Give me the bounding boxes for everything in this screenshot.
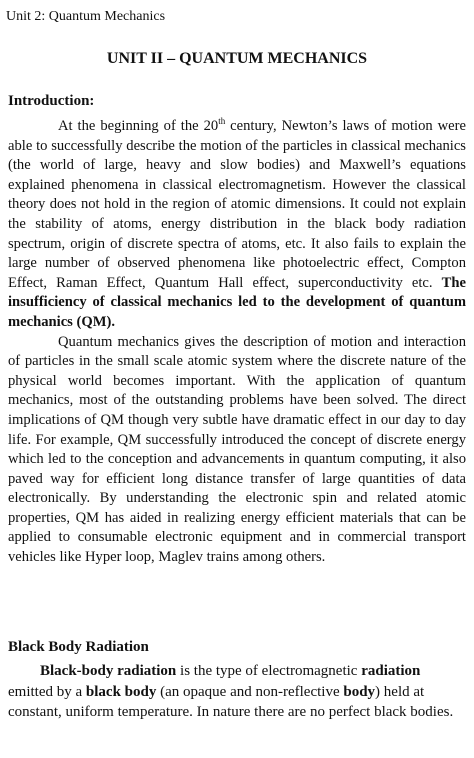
unit-title: UNIT II – QUANTUM MECHANICS	[106, 50, 368, 67]
bb-text-2: emitted by a	[8, 683, 86, 700]
black-body-heading: Black Body Radiation	[8, 639, 149, 655]
ordinal-superscript: th	[218, 116, 226, 127]
introduction-paragraph-2: Quantum mechanics gives the description of motion and interaction of particles in the small scale atomic system where the discrete nature of the physical world becomes important. With the application of quantum mechanics, most of the outstanding problems have been solved. The direct implications of QM though very subtle have dramatic effect in our day to day life. For example, QM successfully introduced the concept of discrete energy which led to the conception and advancements in quantum computing, it also paved way for efficient long distance transfer of large quantities of data electronically. By understanding the electronic spin and related atomic properties, QM has aided in realizing energy efficient materials that can be applied to consumable electronic equipment and in commercial transport vehicles like Hyper loop, Maglev trains among others.	[8, 333, 466, 566]
black-body-paragraph	[8, 661, 466, 723]
bb-text-1: is the type of electromagnetic	[176, 663, 362, 679]
term-black-body-radiation: Black-body radiation	[40, 663, 177, 679]
bb-text-3: (an opaque and non-reflective	[156, 683, 344, 700]
running-header: Unit 2: Quantum Mechanics	[6, 9, 166, 24]
intro-bold-statement: The insufficiency of classical mechanics led to the development of quantum mechanics (QM).	[8, 274, 466, 330]
introduction-heading: Introduction:	[8, 93, 95, 109]
bb-text-4: ) held at constant, uniform temperature. In nature there are no perfect black bodies.	[8, 683, 454, 720]
introduction-paragraph-1	[8, 117, 466, 333]
intro-text-part-1: At the beginning of the 20	[58, 118, 219, 134]
intro-text-part-2: century, Newton’s laws of motion were able to successfully describe the motion of the particles in classical mechanics (the world of large, heavy and slow bodies) and Maxwell’s equations explained phenomena in classical electromagnetism. However the classical theory does not hold in the region of atomic dimensions. It could not explain the stability of atoms, energy distribution in the black body radiation spectrum, origin of discrete spectra of atoms, etc. It also fails to explain the large number of observed phenomena like photoelectric effect, Compton Effect, Raman Effect, Quantum Hall effect, superconductivity etc.	[8, 118, 466, 291]
introduction-body	[8, 117, 466, 568]
term-radiation: radiation	[361, 663, 421, 679]
term-body: body	[343, 683, 376, 700]
term-black-body: black body	[85, 683, 157, 700]
